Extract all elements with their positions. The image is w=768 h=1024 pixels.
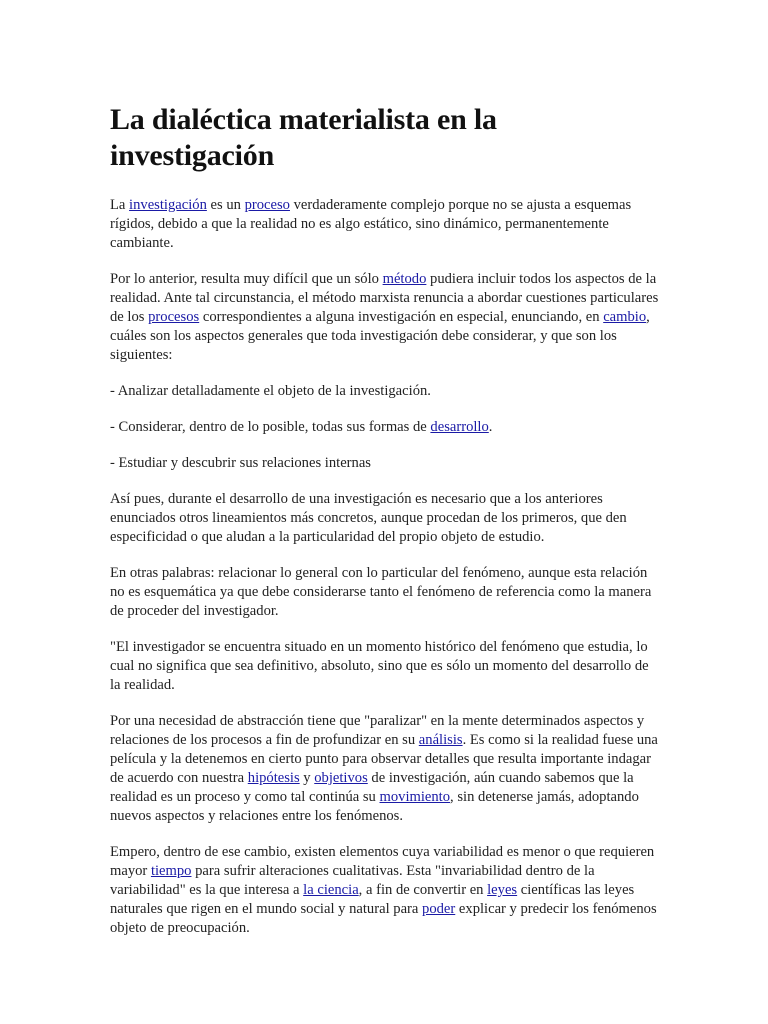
link-análisis[interactable]: análisis [418,732,463,748]
paragraph [110,490,662,547]
link-desarrollo[interactable]: desarrollo [430,419,489,435]
text-run: pudiera incluir todos los aspectos de la realidad. Ante tal circunstancia, el método marxista renuncia a abordar cuestiones particulares de los [110,271,659,325]
text-run: es un [206,197,245,213]
text-run: , cuáles son los aspectos generales que toda investigación debe considerar, y que son los siguientes: [110,309,650,363]
text-run: - Considerar, dentro de lo posible, todas sus formas de [110,419,431,435]
link-tiempo[interactable]: tiempo [150,863,192,879]
text-run: Empero, dentro de ese cambio, existen elementos cuya variabilidad es menor o que requieren mayor [110,844,655,879]
paragraph [110,843,662,938]
link-proceso[interactable]: proceso [244,197,290,213]
text-run: explicar y predecir los fenómenos objeto de preocupación. [110,901,657,936]
text-run: En otras palabras: relacionar lo general con lo particular del fenómeno, aunque esta relación no es esquemática ya que debe considerarse tanto el fenómeno de referencia como la manera de proceder del investigador. [110,565,652,619]
link-hipótesis[interactable]: hipótesis [247,770,300,786]
text-run: - Estudiar y descubrir sus relaciones internas [110,455,371,471]
paragraph [110,382,662,401]
text-run: , sin detenerse jamás, adoptando nuevos aspectos y relaciones entre los fenómenos. [110,789,639,824]
text-run: Así pues, durante el desarrollo de una investigación es necesario que a los anteriores enunciados otros lineamientos más concretos, aunque procedan de los primeros, que den especificidad o que aludan a la particularidad del propio objeto de estudio. [110,491,627,545]
link-cambio[interactable]: cambio [603,309,647,325]
paragraph [110,270,662,365]
text-run: . Es como si la realidad fuese una película y la detenemos en cierto punto para observar detalles que resulta importante indagar de acuerdo con nuestra [110,732,658,786]
text-run: , a fin de convertir en [358,882,488,898]
text-run: verdaderamente complejo porque no se ajusta a esquemas rígidos, debido a que la realidad no es algo estático, sino dinámico, permanentemente cambiante. [110,197,632,251]
text-run: "El investigador se encuentra situado en un momento histórico del fenómeno que estudia, lo cual no significa que sea definitivo, absoluto, sino que es sólo un momento del desarrollo de la realidad. [110,639,649,693]
text-run: . [488,419,493,435]
paragraph [110,196,662,253]
text-run: La [110,197,130,213]
text-run: - Analizar detalladamente el objeto de la investigación. [110,383,431,399]
text-run: científicas las leyes naturales que rigen en el mundo social y natural para [110,882,635,917]
link-procesos[interactable]: procesos [148,309,200,325]
link-objetivos[interactable]: objetivos [314,770,368,786]
link-la-ciencia[interactable]: la ciencia [303,882,359,898]
text-run: para sufrir alteraciones cualitativas. Esta "invariabilidad dentro de la variabilidad" es la que interesa a [110,863,595,898]
text-run: correspondientes a alguna investigación en especial, enunciando, en [199,309,604,325]
link-leyes[interactable]: leyes [487,882,518,898]
paragraph [110,564,662,621]
link-movimiento[interactable]: movimiento [379,789,451,805]
text-run: Por una necesidad de abstracción tiene que "paralizar" en la mente determinados aspectos y relaciones de los procesos a fin de profundizar en su [110,713,645,748]
page-title: La dialéctica materialista en la investigación [110,103,497,172]
paragraph [110,454,662,473]
link-investigación[interactable]: investigación [129,197,207,213]
paragraph [110,638,662,695]
link-poder[interactable]: poder [422,901,456,917]
text-run: de investigación, aún cuando sabemos que la realidad es un proceso y como tal continúa su [110,770,634,805]
document-page [110,102,662,955]
text-run: y [299,770,315,786]
text-run: Por lo anterior, resulta muy difícil que un sólo [110,271,383,287]
link-método[interactable]: método [382,271,427,287]
article-body [110,196,662,938]
paragraph [110,712,662,826]
paragraph [110,418,662,437]
